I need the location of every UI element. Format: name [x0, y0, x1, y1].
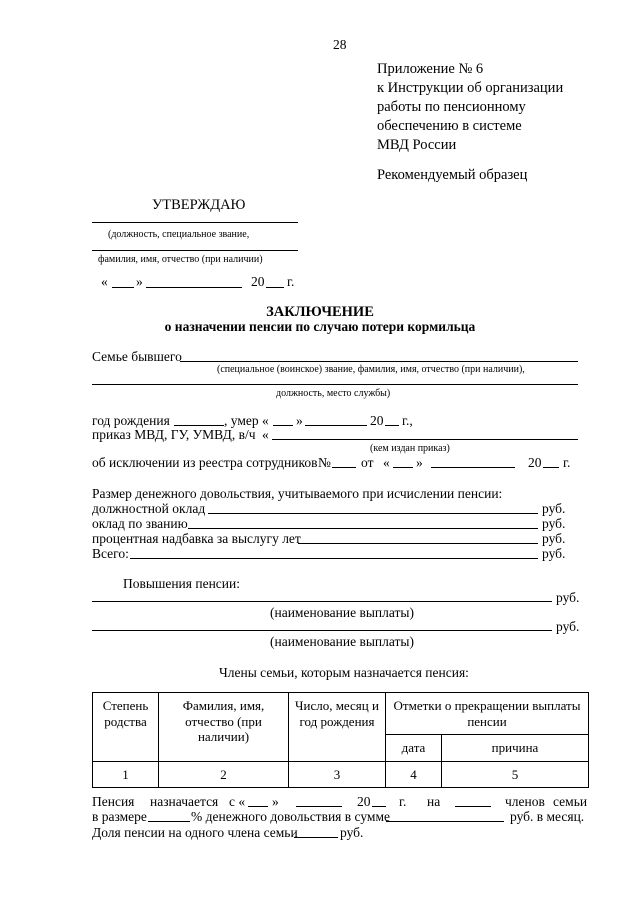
exclusion-year-suffix: г. — [563, 455, 571, 470]
increase-unit: руб. — [556, 590, 580, 605]
increase-line — [92, 601, 552, 602]
died-open: « — [262, 413, 269, 428]
died-year-suffix: г., — [402, 413, 413, 428]
header-date: дата — [386, 735, 442, 762]
name-hint: фамилия, имя, отчество (при наличии) — [98, 254, 263, 265]
allowance-heading: Размер денежного довольствия, учитываемого при исчислении пенсии: — [92, 486, 503, 501]
increase-hint: (наименование выплаты) — [270, 634, 414, 649]
order-label: приказ МВД, ГУ, УМВД, в/ч — [92, 427, 256, 442]
footer-year-line — [372, 806, 386, 807]
family-label: Семье бывшего — [92, 349, 182, 364]
footer-word: с « — [229, 794, 246, 809]
footer-share-line — [294, 837, 338, 838]
position-line — [92, 222, 298, 223]
increases-heading: Повышения пенсии: — [123, 576, 240, 591]
column-number: 4 — [386, 761, 442, 788]
died-month-line — [305, 425, 367, 426]
document-subtitle: о назначении пенсии по случаю потери кормильца — [164, 319, 476, 334]
document-title: ЗАКЛЮЧЕНИЕ — [266, 304, 374, 320]
allowance-item: Всего: — [92, 546, 129, 561]
footer-share-unit: руб. — [340, 825, 364, 840]
members-heading: Члены семьи, которым назначается пенсия: — [219, 665, 469, 680]
appendix-line: работы по пенсионному — [377, 99, 526, 115]
footer-percent-label: в размере — [92, 809, 147, 824]
exclusion-month-line — [431, 467, 515, 468]
exclusion-day-line — [393, 467, 413, 468]
approval-title: УТВЕРЖДАЮ — [152, 197, 246, 213]
column-number: 2 — [159, 761, 289, 788]
order-open: « — [262, 427, 269, 442]
footer-amount-unit: руб. в месяц. — [510, 809, 585, 824]
footer-amount-label: % денежного довольствия в сумме — [191, 809, 390, 824]
died-label: , умер — [224, 413, 259, 428]
allowance-unit: руб. — [542, 546, 566, 561]
increase-hint: (наименование выплаты) — [270, 605, 414, 620]
died-day-line — [273, 425, 293, 426]
exclusion-year-prefix: 20 — [528, 455, 542, 470]
approval-date-close: » — [136, 274, 143, 289]
footer-word: членов — [505, 794, 545, 809]
increase-line — [92, 630, 552, 631]
service-line — [92, 384, 578, 385]
footer-word: назначается — [150, 794, 219, 809]
allowance-item: процентная надбавка за выслугу лет — [92, 531, 301, 546]
appendix-line: обеспечению в системе — [377, 118, 522, 134]
header-name: Фамилия, имя, отчество (при наличии) — [159, 693, 289, 762]
appendix-line: МВД России — [377, 137, 457, 153]
allowance-line — [130, 558, 538, 559]
order-line — [272, 439, 578, 440]
family-rank-line — [180, 361, 578, 362]
died-close: » — [296, 413, 303, 428]
members-table — [92, 692, 589, 788]
exclusion-from: от — [361, 455, 374, 470]
footer-word: семьи — [553, 794, 588, 809]
allowance-line — [298, 543, 538, 544]
footer-share-label: Доля пенсии на одного члена семьи — [92, 825, 298, 840]
column-number: 5 — [442, 761, 589, 788]
allowance-unit: руб. — [542, 516, 566, 531]
header-relation: Степень родства — [93, 693, 159, 762]
footer-word: » — [272, 794, 279, 809]
sample-label: Рекомендуемый образец — [377, 167, 528, 183]
exclusion-number-sign: № — [318, 455, 331, 470]
allowance-line — [208, 513, 538, 514]
footer-percent-line — [148, 821, 190, 822]
exclusion-number-line — [332, 467, 356, 468]
approval-year-suffix: г. — [287, 274, 295, 289]
birth-year-label: год рождения — [92, 413, 170, 428]
footer-word: Пенсия — [92, 794, 135, 809]
allowance-unit: руб. — [542, 531, 566, 546]
footer-word: 20 — [357, 794, 371, 809]
allowance-unit: руб. — [542, 501, 566, 516]
exclusion-open: « — [383, 455, 390, 470]
approval-year-line — [266, 287, 284, 288]
died-year-line — [385, 425, 399, 426]
birth-year-line — [174, 425, 224, 426]
exclusion-close: » — [416, 455, 423, 470]
order-hint: (кем издан приказ) — [370, 443, 450, 454]
exclusion-label: об исключении из реестра сотрудников — [92, 455, 318, 470]
appendix-line: к Инструкции об организации — [377, 80, 564, 96]
died-year-prefix: 20 — [370, 413, 384, 428]
allowance-line — [188, 528, 538, 529]
page-number: 28 — [333, 37, 347, 52]
service-hint: должность, место службы) — [276, 388, 391, 399]
allowance-item: должностной оклад — [92, 501, 206, 516]
column-number: 1 — [93, 761, 159, 788]
exclusion-year-line — [543, 467, 559, 468]
allowance-item: оклад по званию — [92, 516, 188, 531]
appendix-line: Приложение № 6 — [377, 61, 484, 77]
header-reason: причина — [442, 735, 589, 762]
rank-hint: (специальное (воинское) звание, фамилия, имя, отчество (при наличии), — [217, 364, 525, 375]
increase-unit: руб. — [556, 619, 580, 634]
header-birthdate: Число, месяц и год рождения — [289, 693, 386, 762]
approval-date-open: « — [101, 274, 108, 289]
approval-year-prefix: 20 — [251, 274, 265, 289]
footer-day-line — [248, 806, 268, 807]
position-hint: (должность, специальное звание, — [108, 229, 250, 240]
column-number: 3 — [289, 761, 386, 788]
footer-month-line — [296, 806, 342, 807]
footer-count-line — [455, 806, 491, 807]
footer-amount-line — [386, 821, 504, 822]
approval-day-line — [112, 287, 134, 288]
name-line — [92, 250, 298, 251]
approval-month-line — [146, 287, 242, 288]
footer-word: на — [427, 794, 441, 809]
footer-word: г. — [399, 794, 407, 809]
header-termination: Отметки о прекращении выплаты пенсии — [386, 693, 589, 735]
